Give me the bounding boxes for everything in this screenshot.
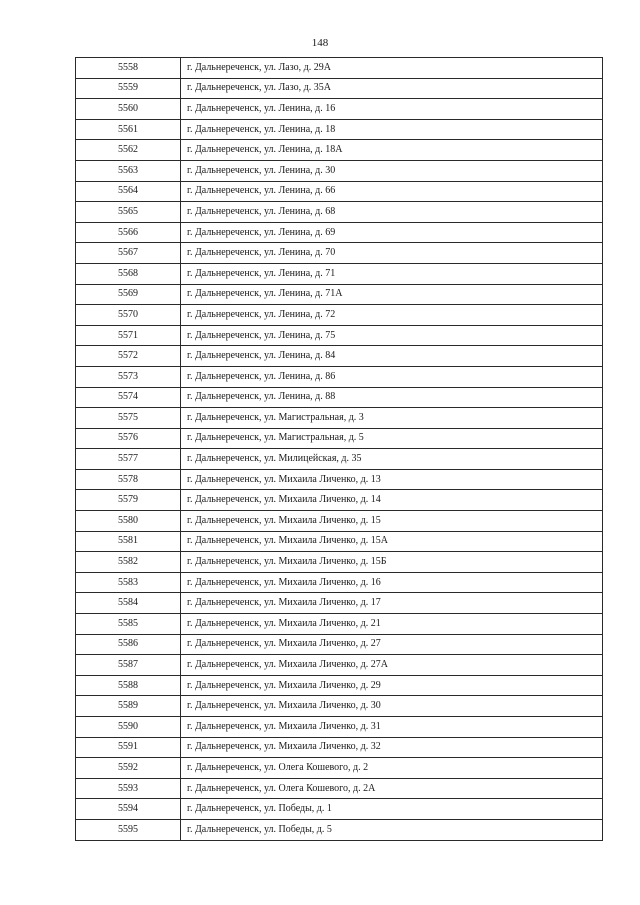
row-number-cell: 5592 (76, 758, 181, 779)
address-cell: г. Дальнереченск, ул. Ленина, д. 18А (181, 140, 603, 161)
row-number-cell: 5562 (76, 140, 181, 161)
row-number-cell: 5595 (76, 819, 181, 840)
address-cell: г. Дальнереченск, ул. Ленина, д. 72 (181, 305, 603, 326)
row-number-cell: 5572 (76, 346, 181, 367)
row-number-cell: 5591 (76, 737, 181, 758)
row-number-cell: 5579 (76, 490, 181, 511)
table-row (76, 655, 603, 676)
row-number-cell: 5582 (76, 552, 181, 573)
address-cell: г. Дальнереченск, ул. Михаила Личенко, д. 13 (181, 469, 603, 490)
row-number-cell: 5585 (76, 614, 181, 635)
address-cell: г. Дальнереченск, ул. Ленина, д. 68 (181, 202, 603, 223)
table-row (76, 160, 603, 181)
row-number-cell: 5588 (76, 675, 181, 696)
table-row (76, 572, 603, 593)
table-row (76, 778, 603, 799)
address-cell: г. Дальнереченск, ул. Ленина, д. 86 (181, 366, 603, 387)
address-cell: г. Дальнереченск, ул. Михаила Личенко, д. 15 (181, 511, 603, 532)
row-number-cell: 5567 (76, 243, 181, 264)
address-cell: г. Дальнереченск, ул. Ленина, д. 71А (181, 284, 603, 305)
address-cell: г. Дальнереченск, ул. Ленина, д. 18 (181, 119, 603, 140)
table-row (76, 490, 603, 511)
address-cell: г. Дальнереченск, ул. Ленина, д. 71 (181, 263, 603, 284)
row-number-cell: 5568 (76, 263, 181, 284)
table-row (76, 614, 603, 635)
table-row (76, 449, 603, 470)
table-row (76, 119, 603, 140)
table-row (76, 737, 603, 758)
table-row (76, 387, 603, 408)
table-row (76, 78, 603, 99)
address-cell: г. Дальнереченск, ул. Михаила Личенко, д. 30 (181, 696, 603, 717)
address-table (75, 57, 603, 841)
table-row (76, 222, 603, 243)
row-number-cell: 5569 (76, 284, 181, 305)
table-row (76, 758, 603, 779)
address-cell: г. Дальнереченск, ул. Ленина, д. 66 (181, 181, 603, 202)
table-row (76, 469, 603, 490)
address-cell: г. Дальнереченск, ул. Победы, д. 1 (181, 799, 603, 820)
address-table-body (76, 58, 603, 841)
address-cell: г. Дальнереченск, ул. Ленина, д. 88 (181, 387, 603, 408)
address-cell: г. Дальнереченск, ул. Михаила Личенко, д. 14 (181, 490, 603, 511)
table-row (76, 634, 603, 655)
table-row (76, 696, 603, 717)
table-row (76, 243, 603, 264)
table-row (76, 140, 603, 161)
row-number-cell: 5570 (76, 305, 181, 326)
row-number-cell: 5590 (76, 717, 181, 738)
row-number-cell: 5594 (76, 799, 181, 820)
row-number-cell: 5587 (76, 655, 181, 676)
table-row (76, 428, 603, 449)
table-row (76, 263, 603, 284)
row-number-cell: 5559 (76, 78, 181, 99)
address-cell: г. Дальнереченск, ул. Лазо, д. 35А (181, 78, 603, 99)
address-cell: г. Дальнереченск, ул. Ленина, д. 16 (181, 99, 603, 120)
address-cell: г. Дальнереченск, ул. Победы, д. 5 (181, 819, 603, 840)
page-number: 148 (311, 37, 329, 49)
table-row (76, 346, 603, 367)
row-number-cell: 5589 (76, 696, 181, 717)
row-number-cell: 5561 (76, 119, 181, 140)
row-number-cell: 5583 (76, 572, 181, 593)
address-cell: г. Дальнереченск, ул. Магистральная, д. 5 (181, 428, 603, 449)
table-row (76, 366, 603, 387)
address-cell: г. Дальнереченск, ул. Магистральная, д. 3 (181, 408, 603, 429)
address-cell: г. Дальнереченск, ул. Михаила Личенко, д. 15Б (181, 552, 603, 573)
table-row (76, 552, 603, 573)
table-row (76, 819, 603, 840)
address-cell: г. Дальнереченск, ул. Михаила Личенко, д. 32 (181, 737, 603, 758)
table-row (76, 408, 603, 429)
address-cell: г. Дальнереченск, ул. Михаила Личенко, д. 21 (181, 614, 603, 635)
row-number-cell: 5580 (76, 511, 181, 532)
address-cell: г. Дальнереченск, ул. Михаила Личенко, д. 16 (181, 572, 603, 593)
table-row (76, 717, 603, 738)
row-number-cell: 5581 (76, 531, 181, 552)
row-number-cell: 5578 (76, 469, 181, 490)
table-row (76, 284, 603, 305)
row-number-cell: 5593 (76, 778, 181, 799)
row-number-cell: 5573 (76, 366, 181, 387)
table-row (76, 305, 603, 326)
address-cell: г. Дальнереченск, ул. Михаила Личенко, д. 27 (181, 634, 603, 655)
table-row (76, 58, 603, 79)
address-cell: г. Дальнереченск, ул. Михаила Личенко, д. 17 (181, 593, 603, 614)
table-row (76, 325, 603, 346)
address-cell: г. Дальнереченск, ул. Лазо, д. 29А (181, 58, 603, 79)
row-number-cell: 5563 (76, 160, 181, 181)
address-cell: г. Дальнереченск, ул. Ленина, д. 69 (181, 222, 603, 243)
row-number-cell: 5566 (76, 222, 181, 243)
address-cell: г. Дальнереченск, ул. Олега Кошевого, д. 2А (181, 778, 603, 799)
row-number-cell: 5576 (76, 428, 181, 449)
table-row (76, 202, 603, 223)
row-number-cell: 5571 (76, 325, 181, 346)
address-cell: г. Дальнереченск, ул. Олега Кошевого, д. 2 (181, 758, 603, 779)
table-row (76, 181, 603, 202)
table-row (76, 99, 603, 120)
address-cell: г. Дальнереченск, ул. Михаила Личенко, д. 29 (181, 675, 603, 696)
row-number-cell: 5558 (76, 58, 181, 79)
address-cell: г. Дальнереченск, ул. Милицейская, д. 35 (181, 449, 603, 470)
address-cell: г. Дальнереченск, ул. Ленина, д. 75 (181, 325, 603, 346)
address-cell: г. Дальнереченск, ул. Михаила Личенко, д. 15А (181, 531, 603, 552)
address-cell: г. Дальнереченск, ул. Михаила Личенко, д. 31 (181, 717, 603, 738)
row-number-cell: 5586 (76, 634, 181, 655)
table-row (76, 531, 603, 552)
table-row (76, 593, 603, 614)
table-row (76, 675, 603, 696)
address-cell: г. Дальнереченск, ул. Ленина, д. 84 (181, 346, 603, 367)
address-cell: г. Дальнереченск, ул. Ленина, д. 70 (181, 243, 603, 264)
row-number-cell: 5575 (76, 408, 181, 429)
row-number-cell: 5577 (76, 449, 181, 470)
row-number-cell: 5565 (76, 202, 181, 223)
address-cell: г. Дальнереченск, ул. Михаила Личенко, д. 27А (181, 655, 603, 676)
row-number-cell: 5560 (76, 99, 181, 120)
table-row (76, 799, 603, 820)
table-row (76, 511, 603, 532)
row-number-cell: 5564 (76, 181, 181, 202)
address-cell: г. Дальнереченск, ул. Ленина, д. 30 (181, 160, 603, 181)
row-number-cell: 5574 (76, 387, 181, 408)
row-number-cell: 5584 (76, 593, 181, 614)
